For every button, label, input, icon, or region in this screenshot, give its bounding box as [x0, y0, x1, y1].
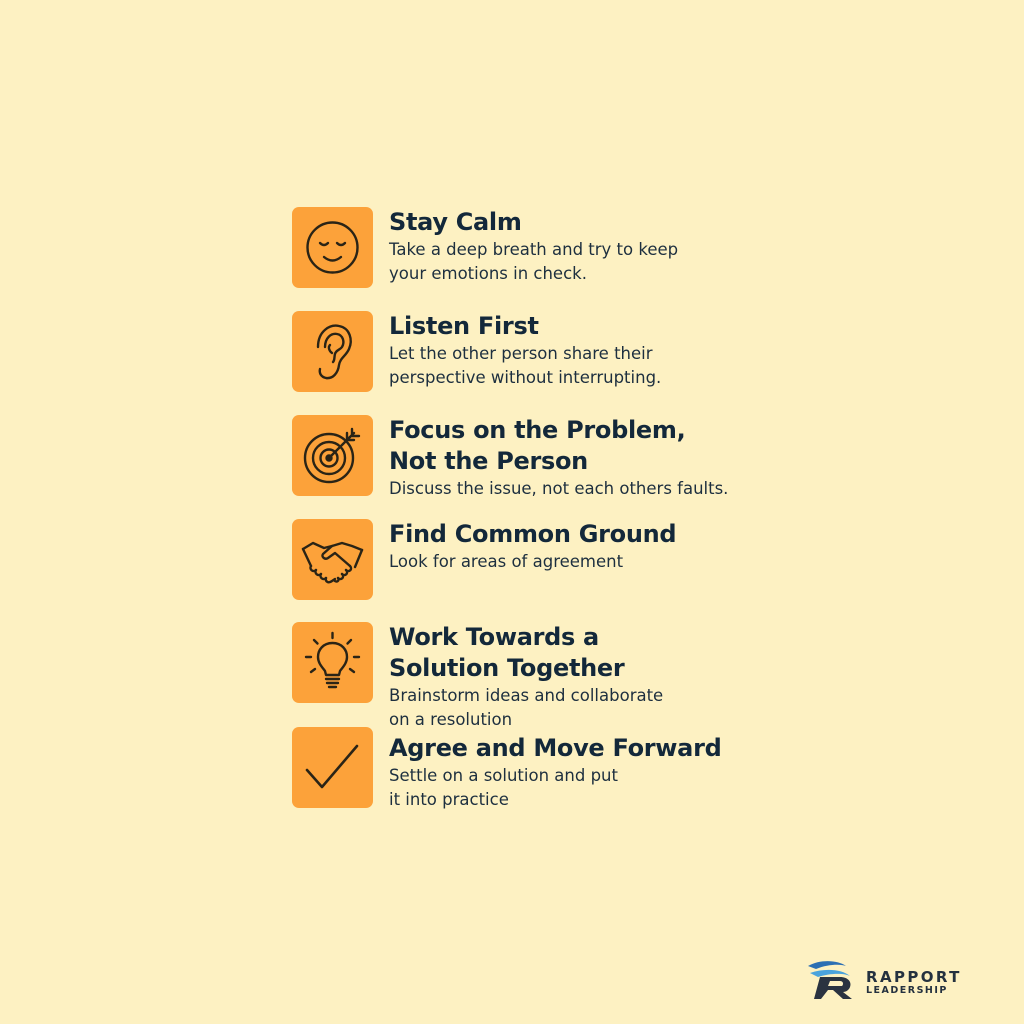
step-description: Take a deep breath and try to keep your emotions in check.	[389, 240, 679, 283]
rapport-logo-mark	[806, 957, 860, 1001]
handshake-icon	[292, 519, 373, 600]
ear-icon	[292, 311, 373, 392]
step-title: Work Towards a Solution Together	[389, 623, 625, 682]
step-title: Stay Calm	[389, 208, 522, 236]
target-icon	[292, 415, 373, 496]
checkmark-icon	[292, 727, 373, 808]
step-title: Listen First	[389, 312, 539, 340]
step-title: Focus on the Problem, Not the Person	[389, 416, 686, 475]
step-description: Discuss the issue, not each others faults.	[389, 479, 729, 498]
step-description: Look for areas of agreement	[389, 552, 624, 571]
step-title: Agree and Move Forward	[389, 734, 722, 762]
brand-logo	[806, 957, 976, 1001]
brand-tagline: LEADERSHIP	[866, 985, 948, 996]
step-title: Find Common Ground	[389, 520, 677, 548]
lightbulb-icon	[292, 622, 373, 703]
step-description: Brainstorm ideas and collaborate on a resolution	[389, 686, 664, 729]
step-description: Let the other person share their perspective without interrupting.	[389, 344, 662, 387]
brand-name: RAPPORT	[866, 968, 962, 986]
step-description: Settle on a solution and put it into practice	[389, 766, 618, 809]
calm-face-icon	[292, 207, 373, 288]
